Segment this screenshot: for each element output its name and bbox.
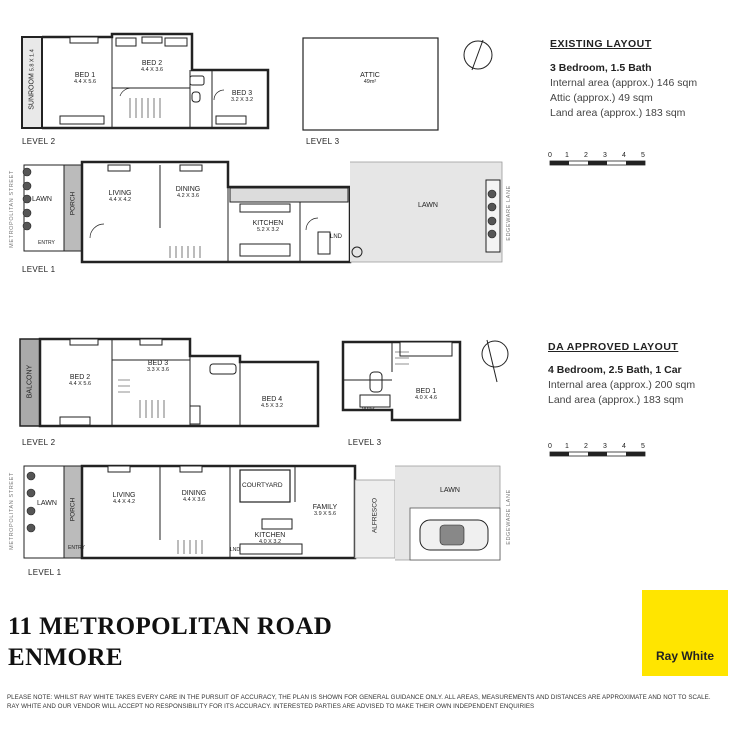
approved-dining-label — [174, 490, 214, 503]
existing-dining-label — [168, 186, 208, 199]
property-address-line1: 11 METROPOLITAN ROAD — [8, 613, 333, 640]
scale-tick-label: 4 — [622, 443, 626, 450]
approved-layout-summary: 4 Bedroom, 2.5 Bath, 1 Car — [548, 364, 682, 376]
approved-level1-label: LEVEL 1 — [28, 568, 62, 577]
room-name: BED 1 — [415, 388, 437, 395]
existing-front-lawn-label: LAWN — [32, 196, 52, 203]
approved-courtyard-label: COURTYARD — [242, 482, 283, 489]
scale-tick-label: 3 — [603, 443, 607, 450]
disclaimer — [7, 694, 747, 711]
room-name: KITCHEN — [254, 532, 286, 539]
room-dimensions: 4.5 X 3.2 — [260, 403, 284, 409]
approved-entry-label: ENTRY — [68, 545, 85, 551]
approved-laundry-label: LND — [230, 547, 241, 553]
existing-land-area: Land area (approx.) 183 sqm — [550, 107, 686, 119]
approved-level2-label: LEVEL 2 — [22, 438, 56, 447]
room-dimensions: 49m² — [363, 79, 377, 85]
scale-tick-label: 2 — [584, 152, 588, 159]
room-name: BED 3 — [231, 90, 253, 97]
approved-bed4-label — [252, 396, 292, 409]
approved-front-lawn-label: LAWN — [37, 500, 57, 507]
scale-tick-label: 5 — [641, 443, 645, 450]
existing-level1-plan — [24, 162, 502, 262]
room-name: SUNROOM — [28, 73, 36, 110]
approved-porch-label: PORCH — [69, 497, 77, 522]
logo-text: Ray White — [655, 649, 714, 663]
room-dimensions: 4.4 X 5.6 — [68, 381, 92, 387]
room-dimensions: 4.0 X 4.6 — [414, 395, 438, 401]
room-name: BED 3 — [147, 360, 169, 367]
approved-level1-plan — [24, 466, 500, 560]
approved-scale-bar — [548, 441, 653, 463]
approved-bed2-label — [60, 374, 100, 387]
approved-bed1-label — [406, 388, 446, 401]
existing-level1-label: LEVEL 1 — [22, 265, 56, 274]
room-name: DINING — [181, 490, 207, 497]
approved-front-street-label: METROPOLITAN STREET — [9, 472, 15, 550]
scale-tick-label: 1 — [565, 152, 569, 159]
existing-bed3-label — [222, 90, 262, 103]
approved-living-label — [104, 492, 144, 505]
existing-rear-lawn-label: LAWN — [418, 202, 438, 209]
approved-kitchen-label — [250, 532, 290, 545]
scale-tick-label: 3 — [603, 152, 607, 159]
approved-rear-street-label: EDGEWARE LANE — [506, 489, 512, 545]
room-name: BED 4 — [261, 396, 283, 403]
scale-tick-label: 4 — [622, 152, 626, 159]
approved-layout-info — [548, 341, 743, 408]
approved-level3-plan — [343, 342, 460, 420]
disclaimer-line1: PLEASE NOTE: WHILST RAY WHITE TAKES EVERY CARE IN THE PURSUIT OF ACCURACY, THE PLAN IS SHOWN FOR GENERAL GUIDANCE ONLY. ALL AREAS, MEASUREMENTS AND DISTANCES ARE APPROXIMATE AND NOT TO SCALE. — [7, 694, 711, 701]
room-name: BED 2 — [69, 374, 91, 381]
scale-tick-label: 5 — [641, 152, 645, 159]
existing-living-label — [100, 190, 140, 203]
existing-level3-label: LEVEL 3 — [306, 137, 340, 146]
scale-tick-label: 0 — [548, 152, 552, 159]
existing-north-arrow — [464, 40, 492, 70]
approved-wir-label: WIR — [362, 406, 375, 413]
existing-kitchen-label — [246, 220, 290, 233]
scale-tick-label: 2 — [584, 443, 588, 450]
approved-family-label — [305, 504, 345, 517]
room-dimensions: 4.4 X 4.2 — [112, 499, 136, 505]
room-name: ATTIC — [360, 72, 380, 79]
existing-scale-bar — [548, 150, 653, 172]
approved-internal-area: Internal area (approx.) 200 sqm — [548, 379, 696, 391]
ray-white-logo — [642, 590, 728, 676]
room-name: LIVING — [108, 190, 132, 197]
existing-laundry-label: LND — [330, 234, 343, 240]
approved-land-area: Land area (approx.) 183 sqm — [548, 394, 684, 406]
approved-level3-label: LEVEL 3 — [348, 438, 382, 447]
room-name: DINING — [175, 186, 201, 193]
existing-attic-label — [350, 72, 390, 85]
existing-layout-summary: 3 Bedroom, 1.5 Bath — [550, 62, 652, 74]
room-dimensions: 4.4 X 4.2 — [108, 197, 132, 203]
scale-tick-label: 0 — [548, 443, 552, 450]
existing-layout-info — [550, 38, 745, 121]
room-dimensions: 3.2 X 3.2 — [230, 97, 254, 103]
approved-alfresco-label: ALFRESCO — [371, 497, 379, 534]
existing-level2-label: LEVEL 2 — [22, 137, 56, 146]
existing-level2-plan — [22, 34, 268, 128]
room-dimensions: 5.2 X 3.2 — [256, 227, 280, 233]
room-dimensions: 4.4 X 3.6 — [140, 67, 164, 73]
existing-bed1-label — [65, 72, 105, 85]
disclaimer-line2: RAY WHITE AND OUR VENDOR WILL ACCEPT NO RESPONSIBILITY FOR ITS ACCURACY. INTERESTED PARTIES ARE ADVISED TO MAKE THEIR OWN INDEPENDENT ENQUIRIES — [7, 702, 535, 710]
approved-north-arrow — [482, 340, 508, 382]
room-name: KITCHEN — [252, 220, 284, 227]
approved-bed3-label — [138, 360, 178, 373]
room-dimensions: 4.4 X 3.6 — [182, 497, 206, 503]
scale-tick-label: 1 — [565, 443, 569, 450]
approved-balcony-label: BALCONY — [26, 364, 34, 399]
room-name: LIVING — [112, 492, 136, 499]
room-name: BED 1 — [74, 72, 96, 79]
room-dimensions: 3.3 X 3.6 — [146, 367, 170, 373]
existing-porch-label: PORCH — [69, 191, 77, 216]
approved-rear-lawn-label: LAWN — [440, 487, 460, 494]
existing-internal-area: Internal area (approx.) 146 sqm — [550, 77, 698, 89]
existing-bed2-label — [132, 60, 172, 73]
room-dimensions: 4.0 X 3.2 — [258, 539, 282, 545]
existing-rear-street-label: EDGEWARE LANE — [506, 185, 512, 241]
existing-front-street-label: METROPOLITAN STREET — [9, 170, 15, 248]
room-name: BED 2 — [141, 60, 163, 67]
existing-entry-label: ENTRY — [38, 240, 55, 246]
existing-sunroom-label — [22, 40, 42, 128]
existing-attic-area: Attic (approx.) 49 sqm — [550, 92, 653, 104]
room-name: FAMILY — [312, 504, 338, 511]
existing-floor-plans — [0, 0, 540, 280]
room-dimensions: 5.8 X 1.4 — [29, 49, 36, 72]
room-dimensions: 4.4 X 5.6 — [73, 79, 97, 85]
approved-layout-heading: DA APPROVED LAYOUT — [548, 341, 679, 353]
property-address-line2: ENMORE — [8, 644, 123, 671]
room-dimensions: 4.2 X 3.6 — [176, 193, 200, 199]
room-dimensions: 3.9 X 5.6 — [313, 511, 337, 517]
existing-layout-heading: EXISTING LAYOUT — [550, 38, 652, 50]
